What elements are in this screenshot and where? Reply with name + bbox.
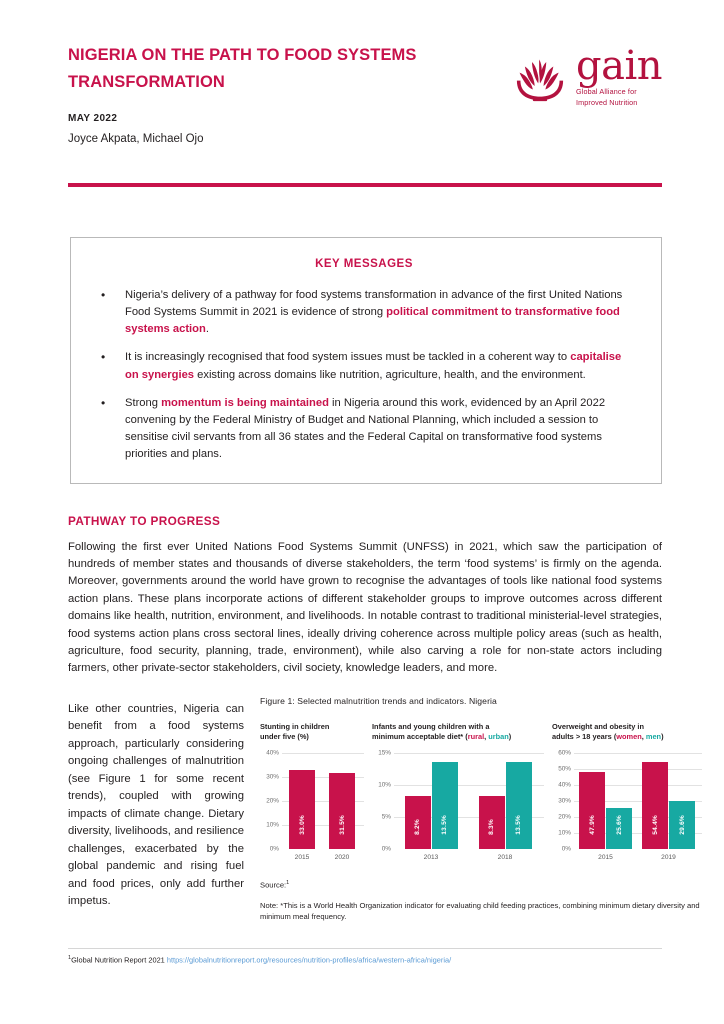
chart-2-legend-urban: urban <box>488 732 509 742</box>
figure-area <box>68 695 700 923</box>
bar-value-label: 29.6% <box>678 815 686 835</box>
figure-notes <box>260 879 702 923</box>
bar-group <box>329 753 355 849</box>
list-item <box>93 287 635 338</box>
list-item <box>93 349 635 383</box>
x-axis-tick-label: 2019 <box>661 853 676 861</box>
footnote-marker: 1 <box>68 955 72 962</box>
key-message-text: Nigeria’s delivery of a pathway for food systems transformation in advance of the first United Nations Food Systems Summit in 2021 is evidence of strong <box>125 289 623 319</box>
figure-note: Note: *This is a World Health Organization indicator for evaluating child feeding practices, combining minimum dietary diversity and minimum meal frequency. <box>260 900 700 922</box>
bar-value-label: 13.5% <box>515 815 522 835</box>
authors: Joyce Akpata, Michael Ojo <box>68 133 204 146</box>
key-message-text: It is increasingly recognised that food system issues must be tackled in a coherent way to <box>125 351 571 364</box>
x-axis-tick-label: 2020 <box>334 853 350 861</box>
chart-minimum-acceptable-diet <box>372 721 544 861</box>
chart-2-title-line-2-pre: minimum acceptable diet* ( <box>372 732 468 742</box>
bar-stunting <box>329 773 355 849</box>
bar-group <box>579 753 632 849</box>
bar-value-label: 13.5% <box>441 815 448 835</box>
chart-2-title <box>372 722 544 744</box>
pathway-paragraph: Following the first ever United Nations Food Systems Summit (UNFSS) in 2021, which saw the participation of hundreds of member states and thousands of diverse stakeholders, the term ‘food systems’ is firmly on the agenda. Moreover, governments around the world have grown to recognise the advantages of tools like national food systems action plans. These plans incorporate actions of different stakeholder groups to improve outcomes across different domains like health, nutrition, environment, and livelihoods. In notable contrast to traditional ministerial-level strategies, food systems action plans cross sectoral lines, ideally driving coherence across multiple policy areas (such as health, agriculture, food security, planning, trade, environment), while also carving a role for non-state actors including farmers, other private-sector stakeholders, civil society, knowledge leaders, and more. <box>68 540 662 675</box>
y-axis-tick-label: 0% <box>269 845 279 853</box>
logo-text <box>575 43 662 108</box>
chart-overweight-obesity <box>552 721 702 861</box>
key-messages-heading: KEY MESSAGES <box>315 258 413 271</box>
chart-stunting <box>260 721 364 861</box>
y-axis-tick-label: 10% <box>558 829 571 837</box>
y-axis-tick-label: 50% <box>558 765 571 773</box>
chart-1-x-axis <box>282 849 362 861</box>
key-message-text: Strong <box>125 396 162 409</box>
y-axis-tick-label: 40% <box>266 749 279 757</box>
bar-value-label: 8.2% <box>414 818 421 835</box>
chart-1-plot <box>260 749 364 861</box>
bar-urban <box>432 762 458 848</box>
key-message-text: in Nigeria around this work, evidenced by an April 2022 convening by the Federal Ministry of Budget and National Planning, which included a session to sensitise civil servants from all 36 states and the Federal Capital on transformative food systems priorities and plans. <box>125 396 606 460</box>
chart-2-plot <box>372 749 544 861</box>
y-axis-tick-label: 15% <box>378 749 391 757</box>
chart-1-y-axis <box>260 749 282 853</box>
figure-side-paragraph: Like other countries, Nigeria can benefit from a food systems approach, particularly considering ongoing challenges of malnutrition (see Figure 1 for some recent trends), coupled with growing impacts of climate change. Dietary diversity, livelihoods, and resilience challenges, exacerbated by the global pandemic and rising fuel and food prices, only add further impetus. <box>68 702 244 908</box>
chart-3-bars <box>574 753 700 849</box>
logo-tagline-line-2: Improved Nutrition <box>575 98 638 108</box>
figure-block <box>260 696 702 923</box>
y-axis-tick-label: 0% <box>381 845 391 853</box>
figure-source-marker: 1 <box>286 879 290 886</box>
bar-stunting <box>289 770 315 849</box>
figure-source <box>260 879 702 891</box>
chart-3-plot <box>552 749 702 861</box>
page-title: NIGERIA ON THE PATH TO FOOD SYSTEMS TRANSFORMATION <box>68 46 417 91</box>
gain-logo <box>513 43 662 108</box>
footnote <box>68 948 662 966</box>
document-header <box>0 0 724 145</box>
bar-rural <box>479 796 505 849</box>
chart-3-legend-men: men <box>645 732 662 742</box>
logo-wordmark: gain <box>575 43 662 89</box>
key-messages-list <box>93 287 635 462</box>
chart-3-title-line-2-pre: adults > 18 years ( <box>552 732 617 742</box>
list-item <box>93 395 635 463</box>
chart-2-title-line-2-post: ) <box>508 732 512 742</box>
key-message-text: . <box>205 323 209 336</box>
chart-3-x-axis <box>574 849 700 861</box>
y-axis-tick-label: 10% <box>266 821 279 829</box>
x-axis-tick-label: 2018 <box>497 853 513 861</box>
x-axis-tick-label: 2015 <box>598 853 613 861</box>
bar-group <box>405 753 458 849</box>
chart-3-title-line-2-post: ) <box>661 732 664 742</box>
bar-group <box>479 753 532 849</box>
chart-2-legend-rural: rural <box>467 732 485 742</box>
bar-women <box>642 762 668 849</box>
bar-men <box>669 801 695 848</box>
chart-1-title <box>260 722 364 744</box>
chart-1-bars <box>282 753 362 849</box>
x-axis-tick-label: 2013 <box>423 853 439 861</box>
bar-urban <box>506 762 532 848</box>
chart-2-x-axis <box>394 849 542 861</box>
wheat-bowl-icon <box>513 54 567 102</box>
chart-3-title <box>552 722 702 744</box>
key-message-highlight: capitalise on synergies <box>125 351 622 381</box>
key-message-highlight: political commitment to transformative food systems action <box>125 306 620 336</box>
y-axis-tick-label: 5% <box>381 813 391 821</box>
footnote-link[interactable]: https://globalnutritionreport.org/resources/nutrition-profiles/africa/western-africa/nigeria/ <box>166 955 452 965</box>
bar-group <box>642 753 695 849</box>
title-block <box>68 42 468 145</box>
bar-men <box>606 808 632 849</box>
y-axis-tick-label: 60% <box>558 749 571 757</box>
y-axis-tick-label: 10% <box>378 781 391 789</box>
figure-caption: Figure 1: Selected malnutrition trends and indicators. Nigeria <box>260 695 497 706</box>
y-axis-tick-label: 30% <box>266 773 279 781</box>
chart-3-y-axis <box>552 749 574 853</box>
bar-value-label: 8.3% <box>488 818 495 835</box>
chart-3-legend-sep: , <box>641 732 646 742</box>
y-axis-tick-label: 20% <box>266 797 279 805</box>
bar-rural <box>405 796 431 848</box>
y-axis-tick-label: 20% <box>558 813 571 821</box>
bar-women <box>579 772 605 849</box>
key-message-text: existing across domains like nutrition, agriculture, health, and the environment. <box>194 368 586 381</box>
chart-2-y-axis <box>372 749 394 853</box>
footnote-text: Global Nutrition Report 2021 <box>71 955 167 965</box>
bar-group <box>289 753 315 849</box>
chart-2-title-line-1: Infants and young children with a <box>372 721 490 731</box>
logo-tagline-line-1: Global Alliance for <box>575 86 637 96</box>
bar-value-label: 31.5% <box>338 815 346 835</box>
chart-3-title-line-1: Overweight and obesity in <box>552 721 644 731</box>
bar-value-label: 25.6% <box>615 815 623 835</box>
chart-2-legend-sep: , <box>484 732 489 742</box>
figure-source-label: Source: <box>260 880 287 890</box>
y-axis-tick-label: 30% <box>558 797 571 805</box>
chart-1-title-line-2: under five (%) <box>260 732 309 742</box>
chart-2-bars <box>394 753 542 849</box>
chart-1-title-line-1: Stunting in children <box>260 721 330 731</box>
bar-value-label: 33.0% <box>298 815 306 835</box>
key-message-highlight: momentum is being maintained <box>161 396 329 409</box>
pathway-section <box>68 514 662 678</box>
section-heading-pathway: PATHWAY TO PROGRESS <box>68 513 221 528</box>
bar-value-label: 54.4% <box>651 815 659 835</box>
x-axis-tick-label: 2015 <box>294 853 310 861</box>
publication-date: MAY 2022 <box>68 113 118 125</box>
chart-3-legend-women: women <box>616 732 642 742</box>
y-axis-tick-label: 40% <box>558 781 571 789</box>
y-axis-tick-label: 0% <box>561 845 571 853</box>
header-divider-rule <box>68 183 662 187</box>
bar-value-label: 47.9% <box>588 815 596 835</box>
key-messages-box <box>70 237 662 483</box>
charts-row <box>260 721 702 861</box>
